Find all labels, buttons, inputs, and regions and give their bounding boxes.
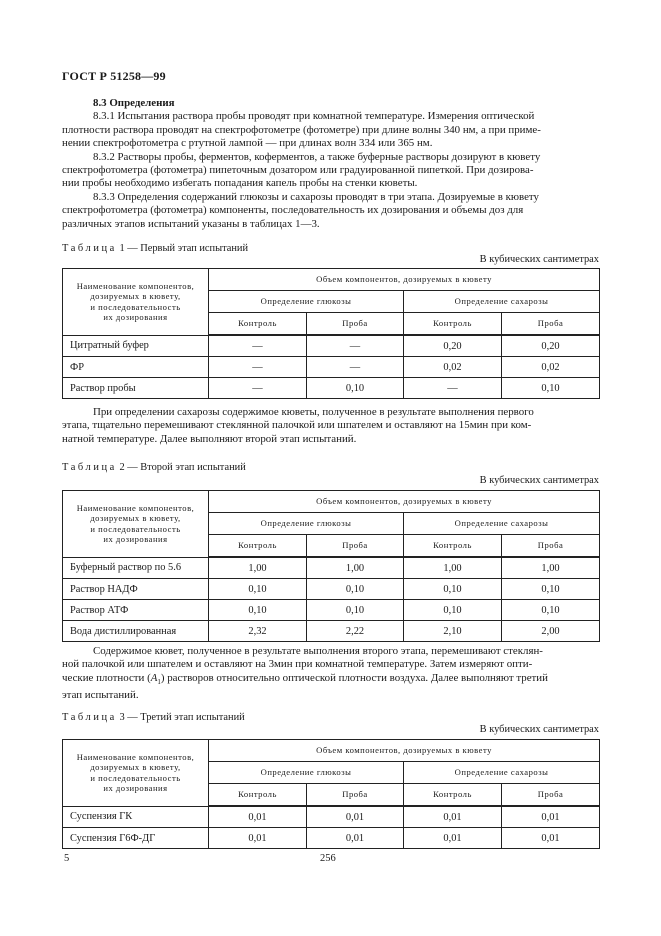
table-row — [63, 828, 600, 849]
optical-density-symbol: A — [150, 671, 158, 684]
cell-value: — — [307, 357, 404, 378]
cell-value: — — [209, 335, 307, 357]
table3-name-header — [63, 740, 209, 807]
row-name: Цитратный буфер — [63, 335, 209, 357]
table2-control-header: Контроль — [209, 535, 307, 558]
cell-value: 2,22 — [307, 621, 404, 642]
p1-line-3: нении спектрофотометра с ртутной лампой — при длинах волн 334 или 365 нм. — [62, 137, 433, 150]
table2-units: В кубических сантиметрах — [479, 475, 599, 486]
cell-value: 0,01 — [502, 828, 600, 849]
cell-value: 0,01 — [307, 806, 404, 828]
p5-line-3 — [62, 672, 599, 690]
table3-sample-header: Проба — [502, 784, 600, 807]
name-header-line: Наименование компонентов, — [76, 280, 195, 291]
name-header-line: их дозирования — [103, 312, 168, 323]
table1-units: В кубических сантиметрах — [479, 254, 599, 265]
table2-caption-rest: 2 — Второй этап испытаний — [119, 462, 246, 473]
row-name: Раствор НАДФ — [63, 579, 209, 600]
cell-value: 0,10 — [307, 378, 404, 399]
table-row — [63, 806, 600, 828]
p3-line-2: спектрофотометра (фотометра) компоненты, последовательность их дозирования и объемы доз для — [62, 204, 524, 217]
page-number-center: 256 — [320, 853, 336, 864]
cell-value: 1,00 — [404, 557, 502, 579]
cell-value: 0,10 — [209, 579, 307, 600]
section-title: 8.3 Определения — [93, 97, 175, 109]
row-name: ФР — [63, 357, 209, 378]
table2-caption-word: Таблица — [62, 462, 117, 473]
table1-name-header — [63, 269, 209, 336]
cell-value: 1,00 — [502, 557, 600, 579]
table1-caption-rest: 1 — Первый этап испытаний — [119, 243, 249, 254]
table3-caption-word: Таблица — [62, 712, 117, 723]
p2-line-3: нии пробы необходимо избегать попадания капель пробы на стенки кюветы. — [62, 177, 418, 190]
p5-line-2: ной палочкой или шпателем и оставляют на 3мин при комнатной температуре. Затем измеряют опти- — [62, 658, 533, 671]
table2-glucose-header: Определение глюкозы — [209, 513, 404, 535]
table-row — [63, 600, 600, 621]
cell-value: 0,10 — [502, 579, 600, 600]
table-row — [63, 557, 600, 579]
table2-control-header: Контроль — [404, 535, 502, 558]
table3-group-header: Объем компонентов, дозируемых в кювету — [209, 740, 600, 762]
cell-value: 2,00 — [502, 621, 600, 642]
table1-control-header: Контроль — [209, 313, 307, 336]
p4-line-1: При определении сахарозы содержимое кюветы, полученное в результате выполнения первого — [93, 406, 534, 418]
table2-sucrose-header: Определение сахарозы — [404, 513, 600, 535]
cell-value: 0,01 — [209, 828, 307, 849]
row-name: Суспензия Г6Ф-ДГ — [63, 828, 209, 849]
name-header-line: и последовательность — [90, 772, 181, 783]
table1-sample-header: Проба — [307, 313, 404, 336]
cell-value: — — [307, 335, 404, 357]
table-row — [63, 357, 600, 378]
p4-line-3: натной температуре. Далее выполняют второй этап испытаний. — [62, 432, 357, 445]
p3-line-1: 8.3.3 Определения содержаний глюкозы и сахарозы проводят в три этапа. Дозируемые в кювету — [93, 190, 539, 203]
cell-value: 0,10 — [502, 600, 600, 621]
table-row — [63, 621, 600, 642]
table2-sample-header: Проба — [502, 535, 600, 558]
name-header-line: и последовательность — [90, 523, 181, 534]
cell-value: 0,02 — [404, 357, 502, 378]
name-header-line: и последовательность — [90, 301, 181, 312]
row-name: Раствор пробы — [63, 378, 209, 399]
cell-value: 1,00 — [307, 557, 404, 579]
p5-line-4: этап испытаний. — [62, 689, 139, 702]
table2-sample-header: Проба — [307, 535, 404, 558]
name-header-line: Наименование компонентов, — [76, 502, 195, 513]
table2-group-header: Объем компонентов, дозируемых в кювету — [209, 491, 600, 513]
cell-value: — — [209, 378, 307, 399]
table3-caption-rest: 3 — Третий этап испытаний — [119, 712, 245, 723]
name-header-line: дозируемых в кювету, — [90, 291, 181, 302]
cell-value: 0,10 — [502, 378, 600, 399]
table3-units: В кубических сантиметрах — [479, 724, 599, 735]
table3-control-header: Контроль — [404, 784, 502, 807]
cell-value: 1,00 — [209, 557, 307, 579]
cell-value: 0,10 — [404, 600, 502, 621]
table2-caption — [62, 462, 246, 473]
paragraph-after-table1 — [62, 406, 599, 446]
table-2 — [62, 490, 600, 642]
cell-value: 0,02 — [502, 357, 600, 378]
page-number-left: 5 — [64, 853, 70, 864]
name-header-line: дозируемых в кювету, — [90, 762, 181, 773]
cell-value: 0,01 — [404, 828, 502, 849]
cell-value: 0,10 — [307, 600, 404, 621]
p5-line-3-post: ) растворов относительно оптической плотности воздуха. Далее выполняют третий — [160, 671, 548, 684]
cell-value: 0,10 — [209, 600, 307, 621]
table-row — [63, 579, 600, 600]
row-name: Суспензия ГК — [63, 806, 209, 828]
p1-line-1: 8.3.1 Испытания раствора пробы проводят при комнатной температуре. Измерения оптической — [93, 110, 535, 123]
table2-name-header — [63, 491, 209, 558]
table3-control-header: Контроль — [209, 784, 307, 807]
standard-header: ГОСТ Р 51258—99 — [62, 69, 166, 83]
p2-line-1: 8.3.2 Растворы пробы, ферментов, коферментов, а также буферные растворы дозируют в кювету — [93, 150, 541, 163]
p1-line-2: плотности раствора проводят на спектрофотометре (фотометре) при длине волны 340 нм, а при приме- — [62, 123, 541, 136]
table-row — [63, 378, 600, 399]
name-header-line: дозируемых в кювету, — [90, 513, 181, 524]
paragraph-after-table2 — [62, 645, 599, 703]
cell-value: 0,01 — [209, 806, 307, 828]
cell-value: 0,01 — [502, 806, 600, 828]
cell-value: 0,10 — [307, 579, 404, 600]
p2-line-2: спектрофотометра (фотометра) пипеточным дозатором или градуированной пипеткой. При дозирова- — [62, 164, 534, 177]
table3-caption — [62, 712, 245, 723]
cell-value: — — [404, 378, 502, 399]
table1-sucrose-header: Определение сахарозы — [404, 291, 600, 313]
table3-sample-header: Проба — [307, 784, 404, 807]
section-8-3 — [62, 97, 599, 231]
table1-control-header: Контроль — [404, 313, 502, 336]
table1-sample-header: Проба — [502, 313, 600, 336]
table1-group-header: Объем компонентов, дозируемых в кювету — [209, 269, 600, 291]
optical-density-subscript: 1 — [157, 677, 161, 686]
cell-value: 0,20 — [404, 335, 502, 357]
p4-line-2: этапа, тщательно перемешивают стеклянной палочкой или шпателем и оставляют на 15мин при ком- — [62, 419, 532, 432]
table3-glucose-header: Определение глюкозы — [209, 762, 404, 784]
name-header-line: Наименование компонентов, — [76, 751, 195, 762]
table1-caption — [62, 243, 248, 254]
cell-value: 0,01 — [404, 806, 502, 828]
row-name: Вода дистиллированная — [63, 621, 209, 642]
table1-caption-word: Таблица — [62, 243, 117, 254]
p5-line-1: Содержимое кювет, полученное в результате выполнения второго этапа, перемешивают стеклян- — [93, 645, 543, 657]
name-header-line: их дозирования — [103, 534, 168, 545]
row-name: Раствор АТФ — [63, 600, 209, 621]
cell-value: 0,10 — [404, 579, 502, 600]
cell-value: — — [209, 357, 307, 378]
p5-line-3-pre: ческие плотности ( — [62, 671, 151, 684]
table3-sucrose-header: Определение сахарозы — [404, 762, 600, 784]
table1-glucose-header: Определение глюкозы — [209, 291, 404, 313]
p3-line-3: различных этапов испытаний указаны в таблицах 1—3. — [62, 217, 320, 230]
cell-value: 2,10 — [404, 621, 502, 642]
row-name: Буферный раствор по 5.6 — [63, 557, 209, 579]
table-1 — [62, 268, 600, 399]
cell-value: 0,20 — [502, 335, 600, 357]
table-3 — [62, 739, 600, 849]
cell-value: 2,32 — [209, 621, 307, 642]
table-row — [63, 335, 600, 357]
cell-value: 0,01 — [307, 828, 404, 849]
name-header-line: их дозирования — [103, 783, 168, 794]
